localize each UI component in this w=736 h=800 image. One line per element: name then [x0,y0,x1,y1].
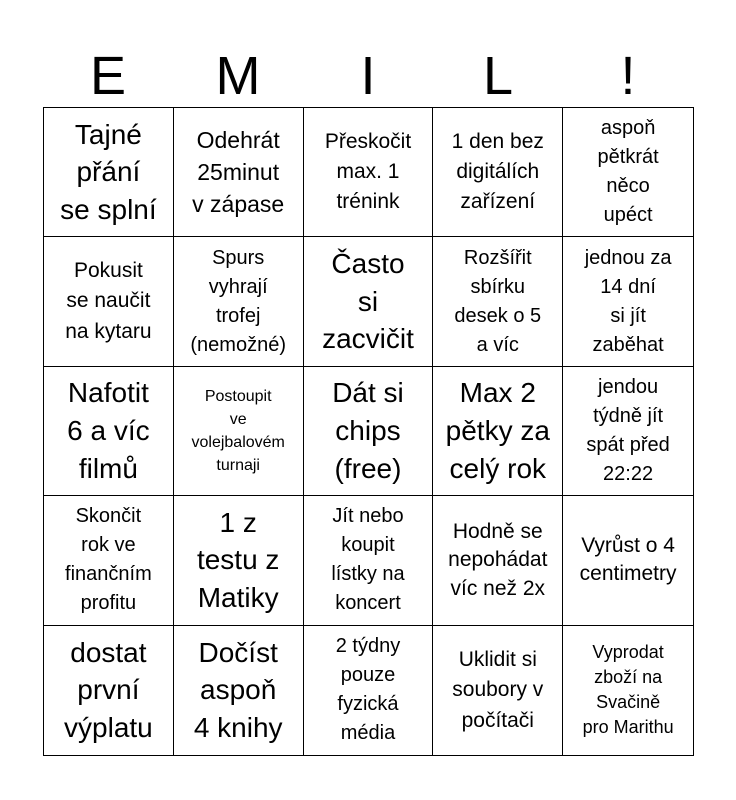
bingo-board [43,107,694,756]
bingo-cell[interactable] [304,237,434,366]
cell-text: Rozšířit sbírku desek o 5 a víc [454,246,542,356]
cell-text: dostat první výplatu [64,636,153,744]
cell-text: Vyrůst o 4 centimetry [579,534,677,586]
cell-text: Nafotit 6 a víc filmů [67,377,150,484]
cell-text: Postoupit ve volejbalovém turnaji [191,387,285,475]
title-letter: M [215,46,261,106]
cell-text: Skončit rok ve finančním profitu [65,505,152,615]
cell-text: Vyprodat zboží na Svačině pro Marithu [582,641,674,738]
bingo-cell[interactable] [433,626,563,755]
cell-text: Jít nebo koupit lístky na koncert [331,505,405,615]
title-letter: L [482,46,514,106]
bingo-cell[interactable] [433,367,563,496]
bingo-title [43,44,693,108]
bingo-cell[interactable] [304,108,434,237]
bingo-cell[interactable] [304,496,434,625]
bingo-cell[interactable] [433,496,563,625]
bingo-cell[interactable] [174,626,304,755]
cell-text: 1 den bez digitálích zařízení [451,129,544,214]
title-letter: E [89,46,127,106]
bingo-cell[interactable] [174,108,304,237]
cell-text: jednou za 14 dní si jít zaběhat [584,246,672,356]
bingo-cell[interactable] [44,237,174,366]
bingo-cell[interactable] [563,367,693,496]
bingo-cell[interactable] [563,108,693,237]
bingo-cell[interactable] [433,237,563,366]
cell-text: Dát si chips (free) [332,377,404,484]
cell-text: jendou týdně jít spát před 22:22 [586,375,670,485]
bingo-cell[interactable] [44,496,174,625]
cell-text: Tajné přání se splní [60,118,157,226]
cell-text: Hodně se nepohádat víc než 2x [448,519,548,600]
cell-text: Přeskočit max. 1 trénink [324,129,412,214]
cell-text: Odehrát 25minut v zápase [192,126,285,218]
bingo-cell[interactable] [44,108,174,237]
bingo-cell[interactable] [44,626,174,755]
cell-text: Dočíst aspoň 4 knihy [193,636,283,744]
cell-text: Max 2 pětky za celý rok [445,377,550,484]
cell-text: aspoň pětkrát něco upéct [597,117,659,227]
cell-text: 2 týdny pouze fyzická média [335,635,401,745]
bingo-cell[interactable] [304,626,434,755]
title-letter: ! [620,46,636,106]
bingo-cell[interactable] [44,367,174,496]
bingo-cell[interactable] [174,367,304,496]
title-letter: I [360,46,376,106]
bingo-cell[interactable] [174,237,304,366]
bingo-cell[interactable] [563,626,693,755]
bingo-cell[interactable] [563,237,693,366]
cell-text: Uklidit si soubory v počítači [452,647,544,732]
bingo-cell[interactable] [563,496,693,625]
bingo-cell[interactable] [433,108,563,237]
cell-text: 1 z testu z Matiky [196,506,280,614]
bingo-cell[interactable] [304,367,434,496]
cell-text: Často si zacvičit [322,247,414,355]
cell-text: Pokusit se naučit na kytaru [65,258,152,343]
cell-text: Spurs vyhrají trofej (nemožné) [190,246,286,356]
bingo-cell[interactable] [174,496,304,625]
